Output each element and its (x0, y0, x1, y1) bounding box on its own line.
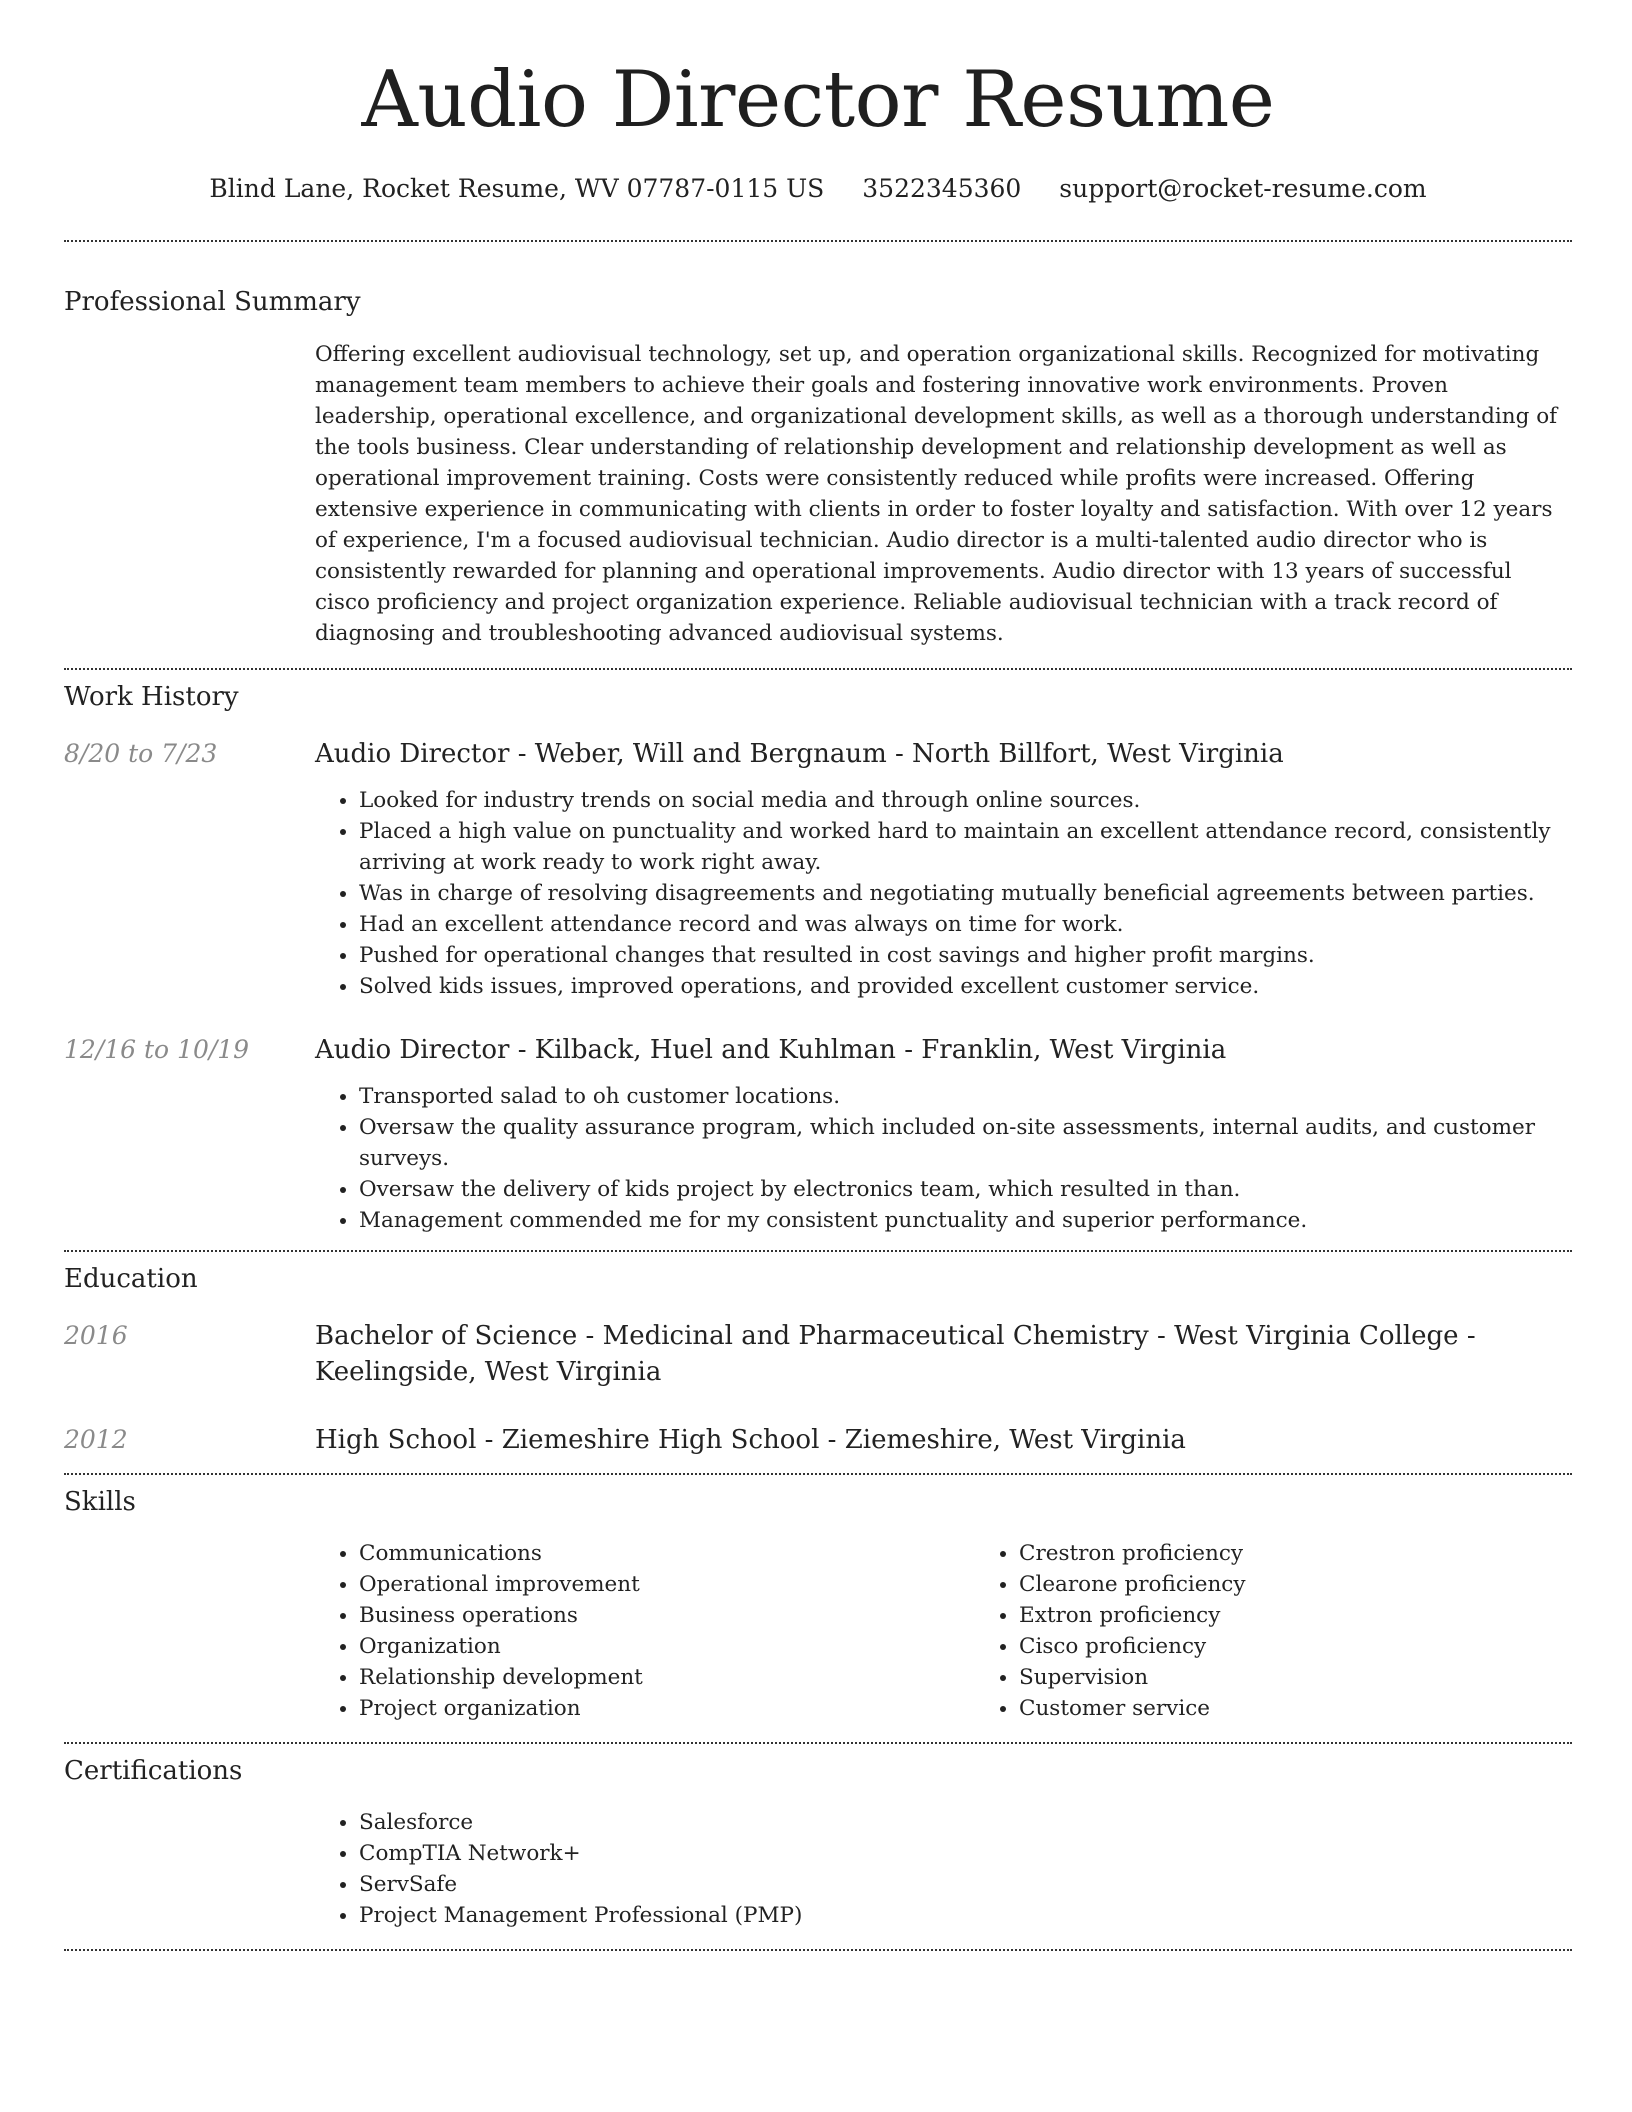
contact-phone: 3522345360 (862, 174, 1022, 203)
work-title: Work History (64, 682, 239, 712)
divider (64, 1250, 1572, 1252)
divider (64, 1949, 1572, 1951)
list-item: • Project Management Professional (PMP) (359, 1900, 1572, 1931)
certifications-title: Certifications (64, 1756, 243, 1786)
list-item: • ServSafe (359, 1869, 1572, 1900)
job-bullets (315, 785, 1572, 1002)
education-year: 2016 (64, 1321, 128, 1350)
education-school: - Ziemeshire High School - Ziemeshire, West Virginia (476, 1425, 1186, 1455)
contact-line (64, 172, 1572, 206)
job-heading: Audio Director - Weber, Will and Bergnaum - North Billfort, West Virginia (315, 739, 1284, 769)
list-item: • Salesforce (359, 1807, 1572, 1838)
list-item: • CompTIA Network+ (359, 1838, 1572, 1869)
job-dates: 12/16 to 10/19 (64, 1035, 250, 1064)
list-item: • Clearone proficiency (1019, 1569, 1632, 1600)
job-entry (64, 1032, 1572, 1236)
resume-title: Audio Director Resume (361, 55, 1275, 145)
skills-list-right (975, 1538, 1632, 1724)
education-degree: Bachelor of Science - Medicinal and Pharmaceutical Chemistry (315, 1321, 1149, 1351)
education-entry (64, 1422, 1572, 1458)
list-item: • Crestron proficiency (1019, 1538, 1632, 1569)
education-title: Education (64, 1264, 198, 1294)
certifications-list (315, 1807, 1572, 1931)
list-item: • Project organization (359, 1693, 975, 1724)
divider (64, 668, 1572, 670)
contact-address: Blind Lane, Rocket Resume, WV 07787-0115 US (209, 174, 825, 203)
summary-title: Professional Summary (64, 287, 361, 317)
list-item: • Communications (359, 1538, 975, 1569)
summary-text: Offering excellent audiovisual technology, set up, and operation organizational skills. Recognized for motivating management team members to achieve their goals and fostering innovative work environments. Proven leadership, operational excellence, and organizational development skills, as well as a thorough understanding of the tools business. Clear understanding of relationship development and relationship development as well as operational improvement training. Costs were consistently reduced while profits were increased. Offering extensive experience in communicating with clients in order to foster loyalty and satisfaction. With over 12 years of experience, I'm a focused audiovisual technician. Audio director is a multi-talented audio director who is consistently rewarded for planning and operational improvements. Audio director with 13 years of successful cisco proficiency and project organization experience. Reliable audiovisual technician with a track record of diagnosing and troubleshooting advanced audiovisual systems. (315, 342, 1558, 646)
list-item: • Supervision (1019, 1662, 1632, 1693)
resume-page (64, 0, 1572, 1951)
job-heading: Audio Director - Kilback, Huel and Kuhlman - Franklin, West Virginia (315, 1035, 1227, 1065)
list-item: • Solved kids issues, improved operations, and provided excellent customer service. (359, 971, 1572, 1002)
summary-section (64, 285, 1572, 649)
list-item: • Organization (359, 1631, 975, 1662)
list-item: • Oversaw the delivery of kids project by electronics team, which resulted in than. (359, 1174, 1572, 1205)
list-item: • Customer service (1019, 1693, 1632, 1724)
skills-title: Skills (64, 1487, 136, 1517)
list-item: • Extron proficiency (1019, 1600, 1632, 1631)
education-degree: High School (315, 1425, 477, 1455)
education-school: - West Virginia College - Keelingside, West Virginia (315, 1321, 1476, 1387)
list-item: • Pushed for operational changes that resulted in cost savings and higher profit margins. (359, 940, 1572, 971)
list-item: • Transported salad to oh customer locations. (359, 1081, 1572, 1112)
skills-list-left (315, 1538, 975, 1724)
list-item: • Operational improvement (359, 1569, 975, 1600)
job-dates: 8/20 to 7/23 (64, 739, 218, 768)
list-item: • Management commended me for my consistent punctuality and superior performance. (359, 1205, 1572, 1236)
divider (64, 240, 1572, 242)
list-item: • Placed a high value on punctuality and worked hard to maintain an excellent attendance record, consistently arriving at work ready to work right away. (359, 816, 1572, 878)
list-item: • Was in charge of resolving disagreements and negotiating mutually beneficial agreements between parties. (359, 878, 1572, 909)
education-heading (315, 1318, 1572, 1390)
education-heading (315, 1422, 1572, 1458)
education-year: 2012 (64, 1425, 128, 1454)
list-item: • Oversaw the quality assurance program, which included on-site assessments, internal audits, and customer surveys. (359, 1112, 1572, 1174)
job-bullets (315, 1081, 1572, 1236)
skills-section (64, 1485, 1572, 1724)
job-entry (64, 736, 1572, 1002)
list-item: • Had an excellent attendance record and was always on time for work. (359, 909, 1572, 940)
education-section (64, 1262, 1572, 1458)
list-item: • Business operations (359, 1600, 975, 1631)
list-item: • Looked for industry trends on social media and through online sources. (359, 785, 1572, 816)
list-item: • Cisco proficiency (1019, 1631, 1632, 1662)
education-entry (64, 1318, 1572, 1390)
divider (64, 1742, 1572, 1744)
certifications-section (64, 1754, 1572, 1931)
work-section (64, 680, 1572, 1236)
divider (64, 1473, 1572, 1475)
list-item: • Relationship development (359, 1662, 975, 1693)
contact-email: support@rocket-resume.com (1059, 174, 1427, 203)
